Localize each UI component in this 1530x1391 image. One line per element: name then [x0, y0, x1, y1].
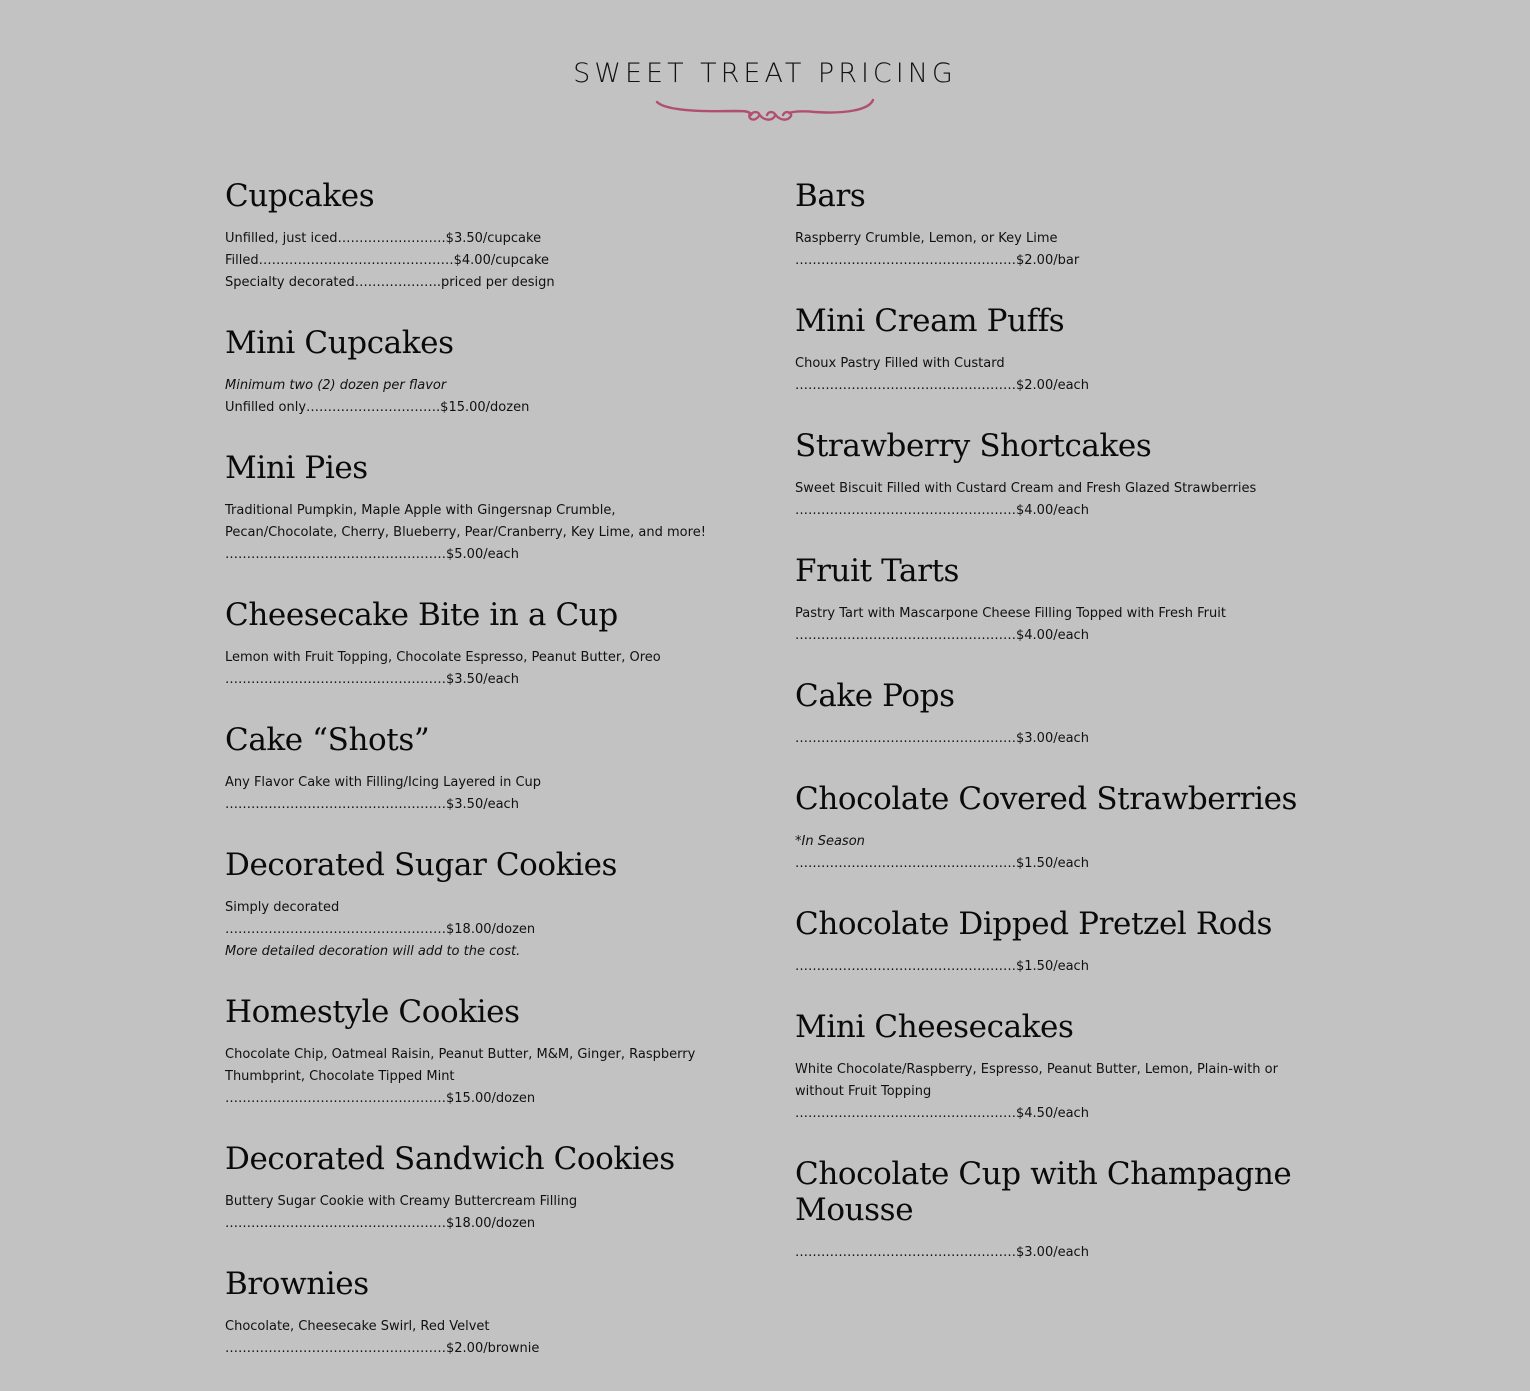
- section-title: Bars: [795, 178, 866, 214]
- item-note: More detailed decoration will add to the cost.: [225, 944, 521, 959]
- item-line: ……………………………………………$3.00/each: [795, 731, 1089, 746]
- item-line: Choux Pastry Filled with Custard: [795, 356, 1005, 371]
- item-line: Chocolate Chip, Oatmeal Raisin, Peanut Butter, M&M, Ginger, Raspberry Thumbprint, Chocolate Tipped Mint: [225, 1047, 696, 1084]
- item-line: Chocolate, Cheesecake Swirl, Red Velvet: [225, 1319, 490, 1334]
- item-line: ……………………………………………$1.50/each: [795, 959, 1089, 974]
- section-title: Fruit Tarts: [795, 553, 960, 589]
- item-line: ……………………………………………$1.50/each: [795, 856, 1089, 871]
- item-line: Unfilled, just iced…………………….$3.50/cupcake: [225, 231, 542, 246]
- item-line: Specialty decorated………………..priced per design: [225, 275, 555, 290]
- item-line: Simply decorated: [225, 900, 340, 915]
- menu-section: [225, 1141, 745, 1235]
- section-title: Cheesecake Bite in a Cup: [225, 597, 618, 633]
- item-line: ……………………………………………$2.00/bar: [795, 253, 1080, 268]
- item-line: Raspberry Crumble, Lemon, or Key Lime: [795, 231, 1058, 246]
- item-line: ……………………………………………$3.00/each: [795, 1245, 1089, 1260]
- section-title: Homestyle Cookies: [225, 994, 520, 1030]
- item-line: Traditional Pumpkin, Maple Apple with Gingersnap Crumble, Pecan/Chocolate, Cherry, Blueberry, Pear/Cranberry, Key Lime, and more!: [225, 503, 706, 540]
- item-line: Unfilled only………………………….$15.00/dozen: [225, 400, 530, 415]
- item-line: ……………………………………………$18.00/dozen: [225, 1216, 536, 1231]
- menu-section: [225, 1266, 745, 1360]
- section-title: Mini Cheesecakes: [795, 1009, 1074, 1045]
- left-column: [225, 178, 745, 1391]
- section-title: Chocolate Dipped Pretzel Rods: [795, 906, 1273, 942]
- menu-section: [225, 178, 745, 294]
- section-title: Chocolate Cup with Champagne Mousse: [795, 1156, 1292, 1228]
- section-title: Mini Pies: [225, 450, 368, 486]
- section-title: Decorated Sandwich Cookies: [225, 1141, 675, 1177]
- menu-section: [225, 597, 745, 691]
- item-line: ……………………………………………$4.50/each: [795, 1106, 1089, 1121]
- item-line: ……………………………………………$3.50/each: [225, 672, 519, 687]
- menu-section: [225, 994, 745, 1110]
- item-line: ……………………………………………$2.00/each: [795, 378, 1089, 393]
- item-line: ……………………………………………$4.00/each: [795, 503, 1089, 518]
- item-line: Buttery Sugar Cookie with Creamy Buttercream Filling: [225, 1194, 578, 1209]
- menu-section: [225, 325, 745, 419]
- section-title: Strawberry Shortcakes: [795, 428, 1152, 464]
- menu-section: [795, 178, 1315, 272]
- menu-section: [795, 678, 1315, 750]
- item-line: ……………………………………………$15.00/dozen: [225, 1091, 536, 1106]
- item-note: *In Season: [795, 834, 865, 849]
- item-line: Pastry Tart with Mascarpone Cheese Filling Topped with Fresh Fruit: [795, 606, 1226, 621]
- item-line: ……………………………………………$18.00/dozen: [225, 922, 536, 937]
- menu-section: [795, 553, 1315, 647]
- item-line: ……………………………………………$3.50/each: [225, 797, 519, 812]
- section-title: Cupcakes: [225, 178, 375, 214]
- menu-section: [225, 450, 745, 566]
- item-line: ……………………………………………$2.00/brownie: [225, 1341, 540, 1356]
- menu-section: [795, 1009, 1315, 1125]
- item-line: ……………………………………………$4.00/each: [795, 628, 1089, 643]
- section-title: Cake “Shots”: [225, 722, 430, 758]
- menu-section: [795, 428, 1315, 522]
- section-title: Decorated Sugar Cookies: [225, 847, 618, 883]
- section-title: Brownies: [225, 1266, 369, 1302]
- menu-section: [795, 303, 1315, 397]
- item-line: White Chocolate/Raspberry, Espresso, Peanut Butter, Lemon, Plain-with or without Fruit Topping: [795, 1062, 1278, 1099]
- section-title: Mini Cream Puffs: [795, 303, 1065, 339]
- item-line: Lemon with Fruit Topping, Chocolate Espresso, Peanut Butter, Oreo: [225, 650, 661, 665]
- right-column: [795, 178, 1315, 1295]
- menu-section: [225, 847, 745, 963]
- menu-section: [795, 906, 1315, 978]
- item-line: Sweet Biscuit Filled with Custard Cream and Fresh Glazed Strawberries: [795, 481, 1257, 496]
- item-line: Any Flavor Cake with Filling/Icing Layered in Cup: [225, 775, 542, 790]
- item-note: Minimum two (2) dozen per flavor: [225, 378, 447, 393]
- swirl-flourish-icon: [655, 96, 875, 128]
- menu-section: [225, 722, 745, 816]
- menu-section: [795, 781, 1315, 875]
- page-title: SWEET TREAT PRICING: [573, 58, 957, 90]
- item-line: Filled………………………………………$4.00/cupcake: [225, 253, 550, 268]
- section-title: Chocolate Covered Strawberries: [795, 781, 1298, 817]
- section-title: Mini Cupcakes: [225, 325, 454, 361]
- item-line: ……………………………………………$5.00/each: [225, 547, 519, 562]
- section-title: Cake Pops: [795, 678, 955, 714]
- menu-section: [795, 1156, 1315, 1264]
